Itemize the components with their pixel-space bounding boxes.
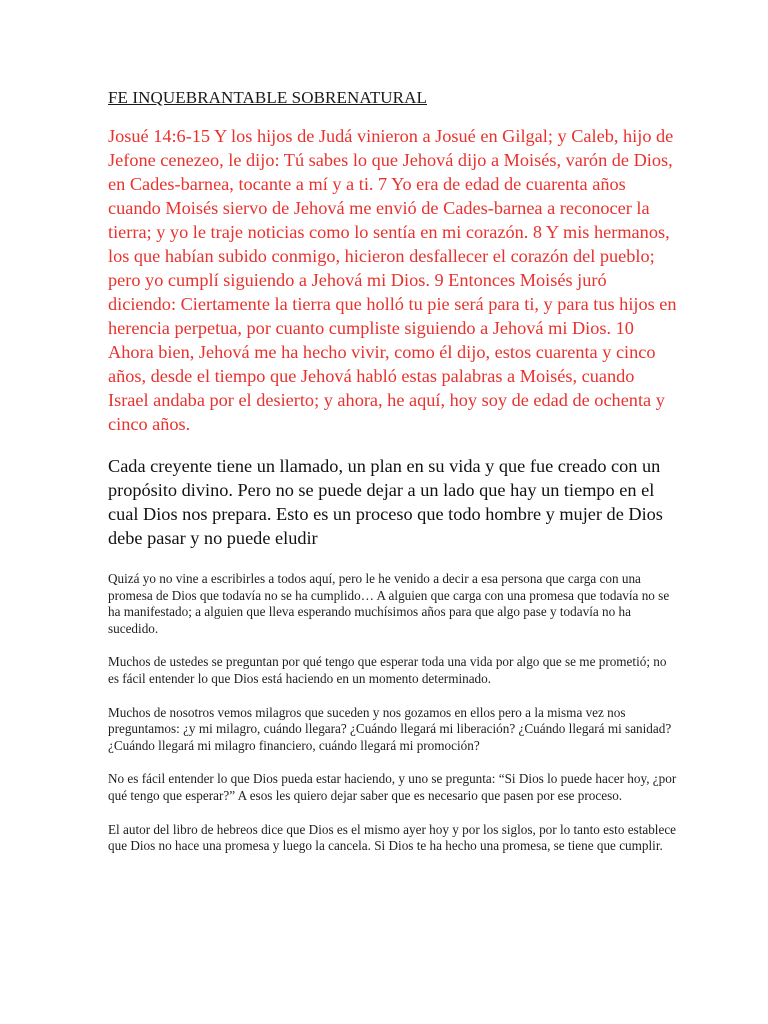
body-paragraph-2: Muchos de ustedes se preguntan por qué tengo que esperar toda una vida por algo que se me prometió; no es fácil entender lo que Dios está haciendo en un momento determinado. <box>108 654 667 686</box>
lead-paragraph: Cada creyente tiene un llamado, un plan en su vida y que fue creado con un propósito divino. Pero no se puede dejar a un lado que hay un tiempo en el cual Dios nos prepara. Esto es un proceso que todo hombre y mujer de Dios debe pasar y no puede eludir <box>108 456 663 548</box>
body-paragraph-1: Quizá yo no vine a escribirles a todos aquí, pero le he venido a decir a esa persona que carga con una promesa de Dios que todavía no se ha cumplido… A alguien que carga con una promesa que todavía no se ha manifestado; a alguien que lleva esperando muchísimos años para que algo pase y todavía no ha sucedido. <box>108 571 670 636</box>
document-title: FE INQUEBRANTABLE SOBRENATURAL <box>108 88 427 107</box>
scripture-passage: Josué 14:6-15 Y los hijos de Judá vinieron a Josué en Gilgal; y Caleb, hijo de Jefone cenezeo, le dijo: Tú sabes lo que Jehová dijo a Moisés, varón de Dios, en Cades-barnea, tocante a mí y a ti. 7 Yo era de edad de cuarenta años cuando Moisés siervo de Jehová me envió de Cades-barnea a reconocer la tierra; y yo le traje noticias como lo sentía en mi corazón. 8 Y mis hermanos, los que habían subido conmigo, hicieron desfallecer el corazón del pueblo; pero yo cumplí siguiendo a Jehová mi Dios. 9 Entonces Moisés juró diciendo: Ciertamente la tierra que holló tu pie será para ti, y para tus hijos en herencia perpetua, por cuanto cumpliste siguiendo a Jehová mi Dios. 10 Ahora bien, Jehová me ha hecho vivir, como él dijo, estos cuarenta y cinco años, desde el tiempo que Jehová habló estas palabras a Moisés, cuando Israel andaba por el desierto; y ahora, he aquí, hoy soy de edad de ochenta y cinco años. <box>108 126 677 434</box>
body-paragraph-4: No es fácil entender lo que Dios pueda estar haciendo, y uno se pregunta: “Si Dios lo puede hacer hoy, ¿por qué tengo que esperar?” A esos les quiero dejar saber que es necesario que pasen por ese proceso. <box>108 771 677 803</box>
body-paragraph-3: Muchos de nosotros vemos milagros que suceden y nos gozamos en ellos pero a la misma vez nos preguntamos: ¿y mi milagro, cuándo llegara? ¿Cuándo llegará mi liberación? ¿Cuándo llegará mi sanidad? ¿Cuándo llegará mi milagro financiero, cuándo llegará mi promoción? <box>108 704 672 753</box>
body-paragraph-5: El autor del libro de hebreos dice que Dios es el mismo ayer hoy y por los siglos, por lo tanto esto establece que Dios no hace una promesa y luego la cancela. Si Dios te ha hecho una promesa, se tiene que cumplir. <box>108 821 677 854</box>
